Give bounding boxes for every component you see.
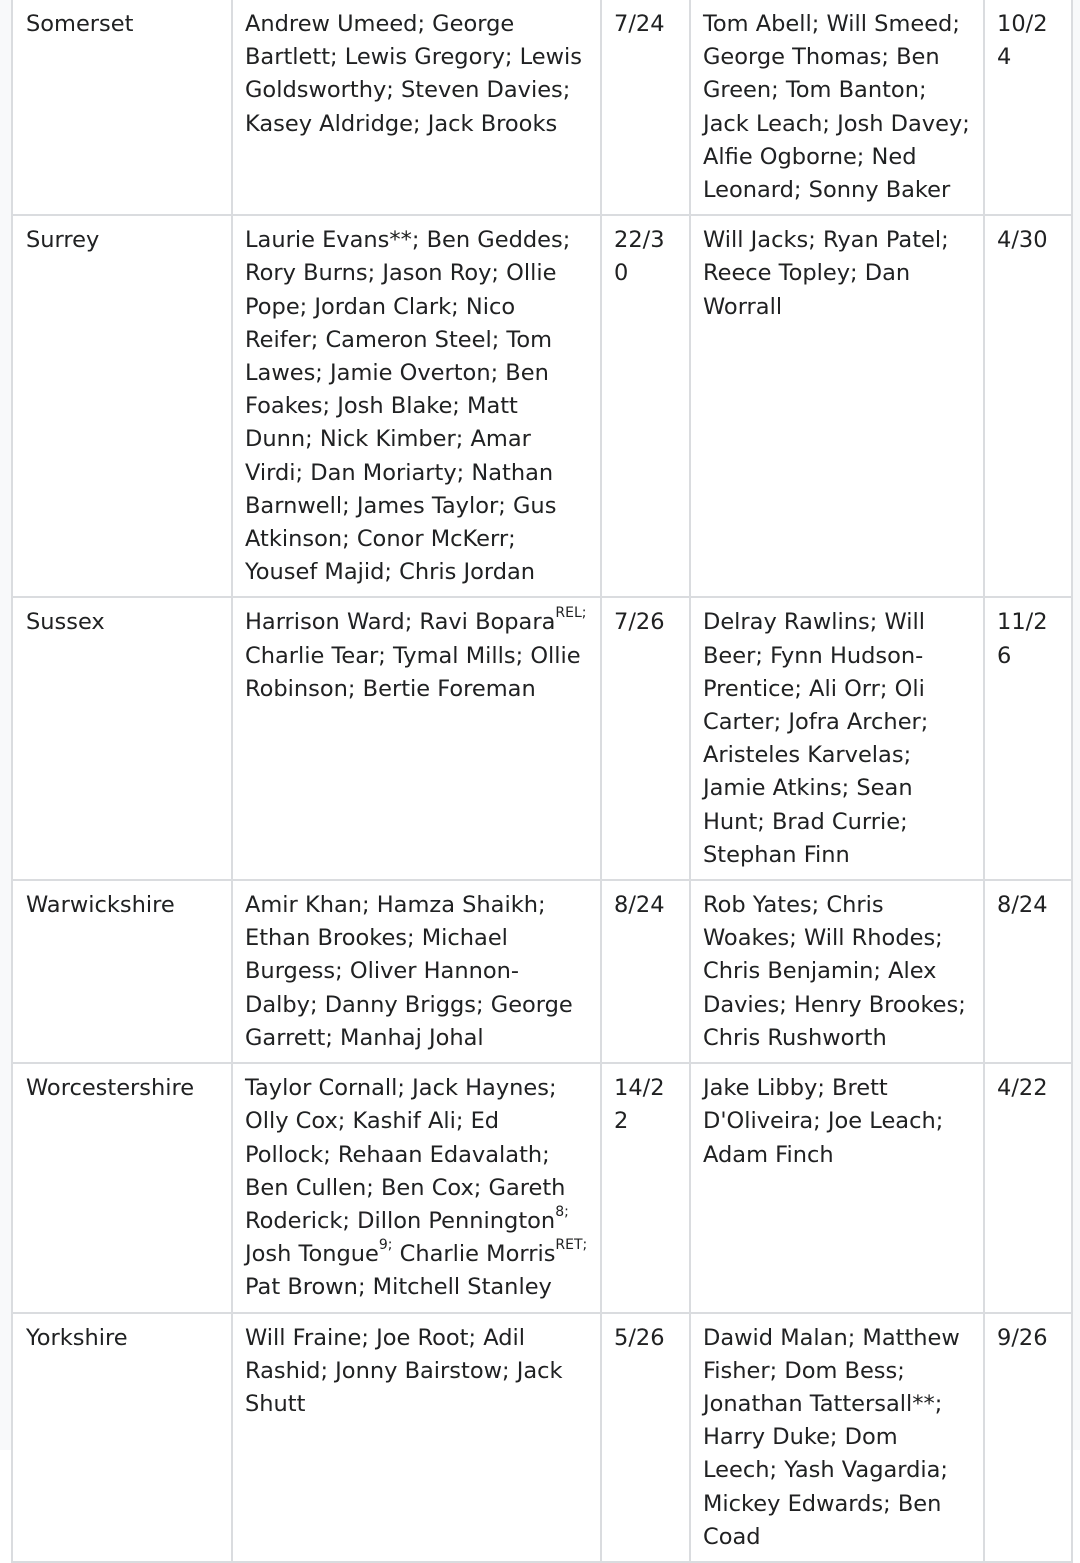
player-names: Josh Tongue: [245, 1241, 379, 1268]
county-cell: Sussex: [12, 597, 232, 880]
footnote-marker: REL;: [555, 605, 587, 622]
player-names: Amir Khan; Hamza Shaikh; Ethan Brookes; Michael Burgess; Oliver Hannon-Dalby; Danny Briggs; George Garrett; Manhaj Johal: [245, 892, 573, 1051]
player-names: Jake Libby; Brett D'Oliveira; Joe Leach; Adam Finch: [703, 1075, 944, 1168]
footnote-marker: RET;: [555, 1237, 588, 1254]
player-names: Charlie Tear; Tymal Mills; Ollie Robinson; Bertie Foreman: [245, 642, 581, 702]
left-players-cell: [232, 215, 601, 597]
right-ratio-cell: 10/24: [984, 0, 1072, 215]
left-ratio-cell: 7/26: [601, 597, 690, 880]
player-names: Andrew Umeed; George Bartlett; Lewis Gregory; Lewis Goldsworthy; Steven Davies; Kasey Aldridge; Jack Brooks: [245, 11, 583, 137]
county-cell: Warwickshire: [12, 880, 232, 1063]
player-names: Delray Rawlins; Will Beer; Fynn Hudson-Prentice; Ali Orr; Oli Carter; Jofra Archer; Aristeles Karvelas; Jamie Atkins; Sean Hunt; Brad Currie; Stephan Finn: [703, 609, 929, 868]
right-players-cell: [690, 1063, 984, 1312]
player-names: Tom Abell; Will Smeed; George Thomas; Ben Green; Tom Banton; Jack Leach; Josh Davey; Alfie Ogborne; Ned Leonard; Sonny Baker: [703, 11, 970, 204]
squads-table-body: [12, 0, 1072, 1562]
left-players-cell: [232, 1313, 601, 1562]
right-ratio-cell: 4/22: [984, 1063, 1072, 1312]
table-row: [12, 0, 1072, 215]
left-ratio-cell: 5/26: [601, 1313, 690, 1562]
left-players-cell: [232, 597, 601, 880]
player-names: Dawid Malan; Matthew Fisher; Dom Bess; Jonathan Tattersall**; Harry Duke; Dom Leech; Yash Vagardia; Mickey Edwards; Ben Coad: [703, 1324, 960, 1550]
player-names: Laurie Evans**; Ben Geddes; Rory Burns; Jason Roy; Ollie Pope; Jordan Clark; Nico Reifer; Cameron Steel; Tom Lawes; Jamie Overton; Ben Foakes; Josh Blake; Matt Dunn; Nick Kimber; Amar Virdi; Dan Moriarty; Nathan Barnwell; James Taylor; Gus Atkinson; Conor McKerr; Yousef Majid; Chris Jordan: [245, 227, 571, 586]
right-ratio-cell: 8/24: [984, 880, 1072, 1063]
player-names: Will Fraine; Joe Root; Adil Rashid; Jonny Bairstow; Jack Shutt: [245, 1324, 563, 1417]
player-names: Taylor Cornall; Jack Haynes; Olly Cox; Kashif Ali; Ed Pollock; Rehaan Edavalath; Ben Cullen; Ben Cox; Gareth Roderick; Dillon Pennington: [245, 1075, 566, 1234]
right-players-cell: [690, 0, 984, 215]
player-names: Harrison Ward; Ravi Bopara: [245, 609, 556, 636]
player-names: Rob Yates; Chris Woakes; Will Rhodes; Chris Benjamin; Alex Davies; Henry Brookes; Chris Rushworth: [703, 892, 966, 1051]
right-players-cell: [690, 880, 984, 1063]
right-ratio-cell: 9/26: [984, 1313, 1072, 1562]
footnote-marker: 8;: [555, 1204, 569, 1221]
table-row: [12, 1063, 1072, 1312]
footnote-marker: 9;: [378, 1237, 393, 1254]
left-players-cell: [232, 1063, 601, 1312]
player-names: Pat Brown; Mitchell Stanley: [245, 1274, 552, 1301]
left-margin: [0, 0, 11, 1450]
right-players-cell: [690, 215, 984, 597]
right-ratio-cell: 11/26: [984, 597, 1072, 880]
county-cell: Somerset: [12, 0, 232, 215]
county-cell: Surrey: [12, 215, 232, 597]
table-row: [12, 880, 1072, 1063]
left-ratio-cell: 8/24: [601, 880, 690, 1063]
table-row: [12, 1313, 1072, 1562]
right-players-cell: [690, 1313, 984, 1562]
player-names: Charlie Morris: [392, 1241, 556, 1268]
left-ratio-cell: 14/22: [601, 1063, 690, 1312]
table-row: [12, 215, 1072, 597]
county-cell: Yorkshire: [12, 1313, 232, 1562]
left-ratio-cell: 22/30: [601, 215, 690, 597]
county-cell: Worcestershire: [12, 1063, 232, 1312]
squads-table: [11, 0, 1073, 1563]
left-ratio-cell: 7/24: [601, 0, 690, 215]
left-players-cell: [232, 880, 601, 1063]
table-row: [12, 597, 1072, 880]
right-players-cell: [690, 597, 984, 880]
left-players-cell: [232, 0, 601, 215]
player-names: Will Jacks; Ryan Patel; Reece Topley; Dan Worrall: [703, 227, 949, 320]
right-ratio-cell: 4/30: [984, 215, 1072, 597]
